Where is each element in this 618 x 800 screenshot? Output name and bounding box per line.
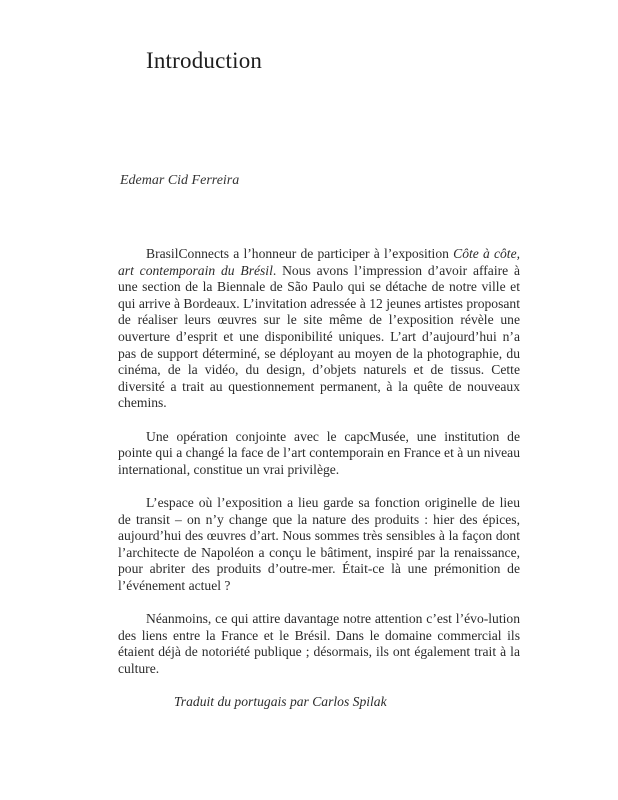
paragraph-1-end: . Nous avons l’impression d’avoir affaire à une section de la Biennale de São Paulo qui se détache de notre ville et qui arrive à Bordeaux. L’invitation adressée à 12 jeunes artistes proposant de réaliser leurs œuvres sur le site même de l’exposition révèle une ouverture d’esprit et une disponibilité uniques. L’art d’aujourd’hui n’a pas de support déterminé, se déployant au moyen de la photographie, du cinéma, de la vidéo, du design, d’objets naturels et de tissus. Cette diversité a trait au questionnement permanent, à la quête de nouveaux chemins.	[118, 262, 521, 411]
author-name: Edemar Cid Ferreira	[120, 173, 240, 188]
body-text	[118, 246, 520, 727]
paragraph-1	[118, 246, 520, 412]
paragraph-1-start: BrasilConnects a l’honneur de participer à l’exposition	[146, 246, 454, 261]
exhibition-title: Côte à côte, art contemporain du Brésil	[118, 246, 521, 278]
paragraph-3: L’espace où l’exposition a lieu garde sa fonction originelle de lieu de transit – on n’y change que la nature des produits : hier des épices, aujourd’hui des œuvres d’art. Nous sommes très sensibles à la façon dont l’architecte de Napoléon a conçu le bâtiment, inspiré par la renaissance, pour abriter des produits d’outre-mer. Était-ce là une prémonition de l’événement actuel ?	[118, 494, 520, 593]
paragraph-4: Néanmoins, ce qui attire davantage notre attention c’est l’évo-lution des liens entre la France et le Brésil. Dans le domaine commercial ils étaient déjà de notoriété publique ; désormais, ils ont également trait à la culture.	[118, 611, 520, 676]
page-title: Introduction	[146, 48, 263, 73]
translator-credit: Traduit du portugais par Carlos Spilak	[174, 694, 387, 710]
paragraph-2: Une opération conjointe avec le capcMusée, une institution de pointe qui a changé la face de l’art contemporain en France et à un niveau international, constitue un vrai privilège.	[118, 428, 520, 477]
